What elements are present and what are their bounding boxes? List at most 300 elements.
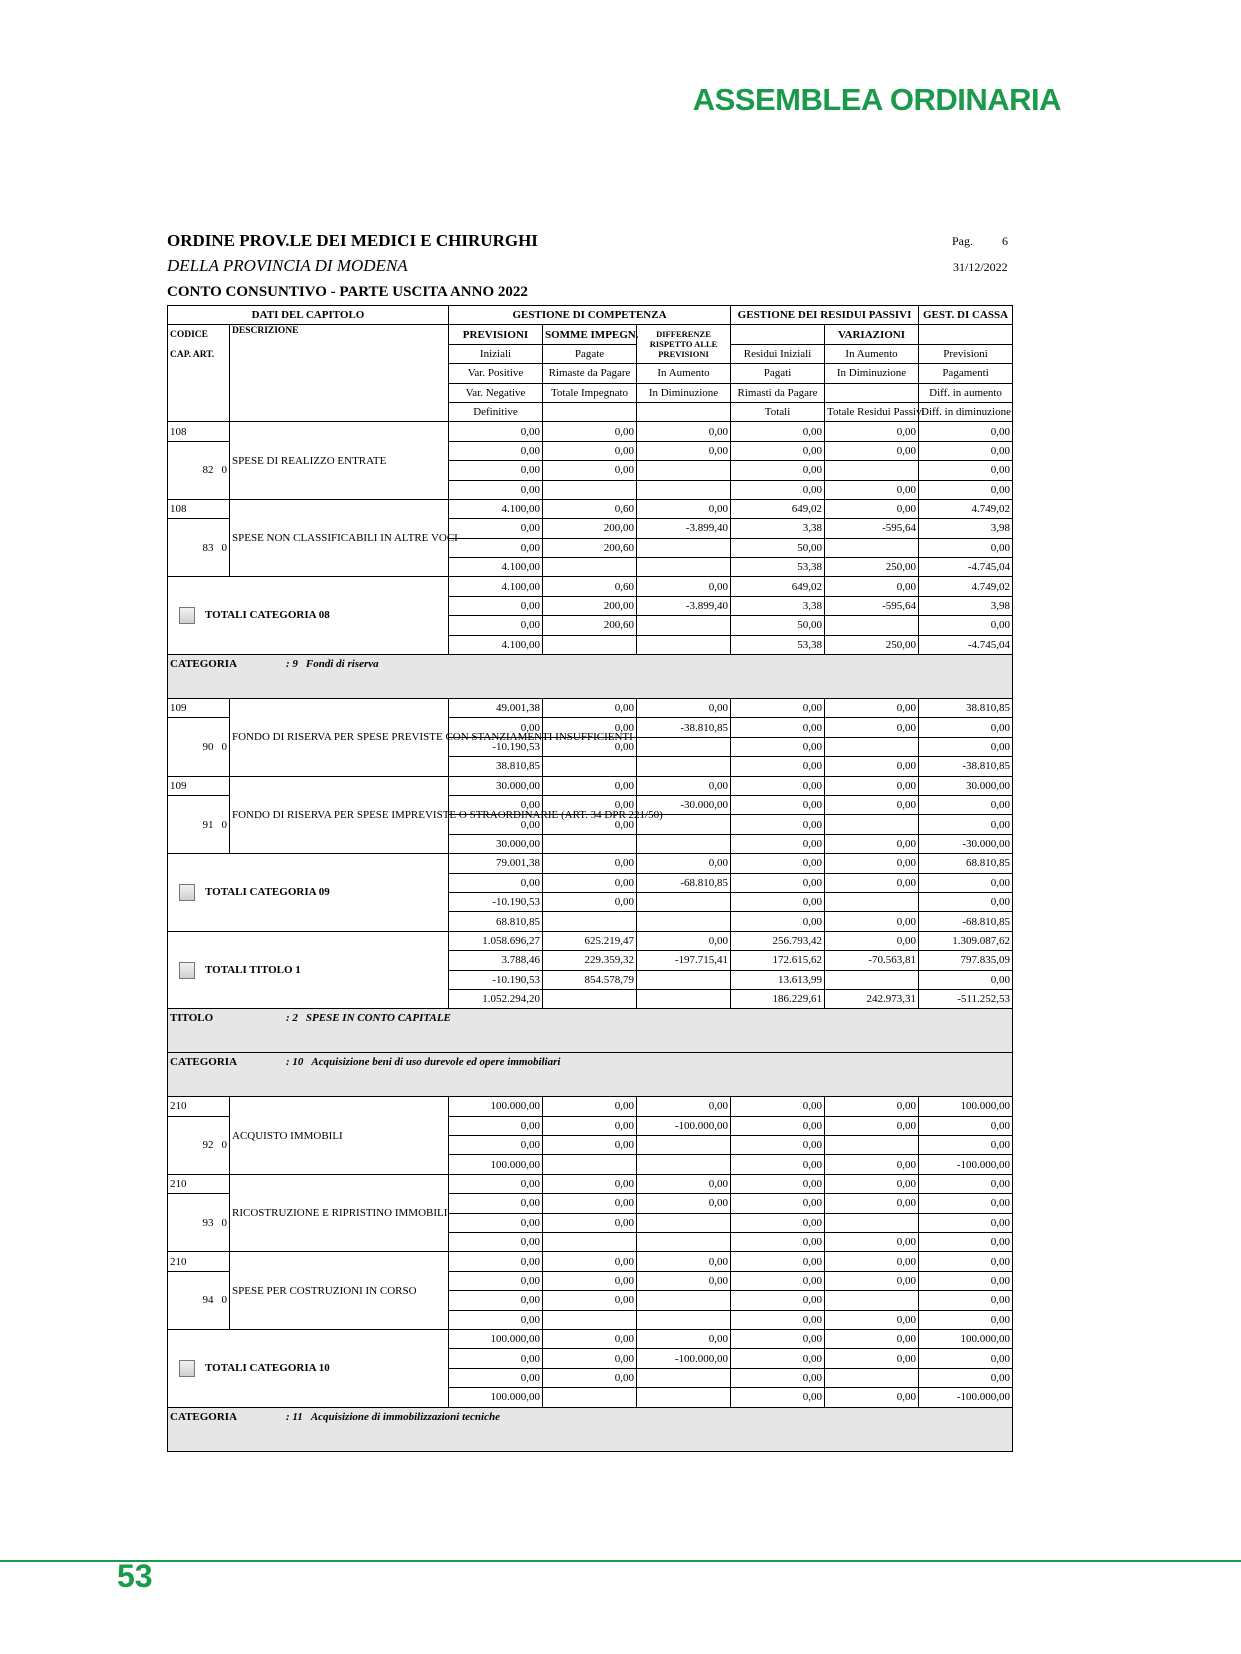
amount-cell: 0,00 — [825, 1388, 919, 1407]
amount-cell: -38.810,85 — [637, 718, 731, 737]
amount-cell: 4.749,02 — [919, 499, 1013, 518]
amount-cell: 0,00 — [825, 795, 919, 814]
amount-cell: 0,00 — [919, 737, 1013, 756]
art-code — [168, 1194, 230, 1252]
amount-cell: 0,00 — [637, 577, 731, 596]
item-description: SPESE PER COSTRUZIONI IN CORSO — [230, 1252, 449, 1330]
art-code — [168, 1271, 230, 1329]
amount-cell: -10.190,53 — [449, 737, 543, 756]
amount-cell: 797.835,09 — [919, 951, 1013, 970]
amount-cell: 3,98 — [919, 596, 1013, 615]
amount-cell: 0,00 — [825, 1329, 919, 1348]
cap-code: 210 — [168, 1097, 230, 1116]
total-label-cell — [168, 931, 449, 1009]
art-number: 91 — [202, 818, 214, 831]
header-subcell — [825, 383, 919, 402]
amount-cell — [825, 892, 919, 911]
header-subcell: Diff. in aumento — [919, 383, 1013, 402]
amount-cell: 0,00 — [825, 834, 919, 853]
amount-cell — [637, 461, 731, 480]
report-date: 31/12/2022 — [953, 260, 1008, 274]
section-label: TITOLO — [170, 1012, 214, 1025]
amount-cell: 854.578,79 — [543, 970, 637, 989]
amount-cell: 100.000,00 — [449, 1388, 543, 1407]
amount-cell — [543, 1233, 637, 1252]
amount-cell: 0,00 — [825, 699, 919, 718]
checkbox-icon — [179, 1360, 195, 1377]
total-row — [168, 931, 1013, 950]
checkbox-icon — [179, 884, 195, 901]
amount-cell: 172.615,62 — [731, 951, 825, 970]
art-number: 90 — [202, 741, 214, 753]
total-label: TOTALI CATEGORIA 08 — [205, 609, 330, 622]
amount-cell: 0,00 — [543, 815, 637, 834]
amount-cell: 0,00 — [919, 1233, 1013, 1252]
amount-cell: 0,00 — [543, 1174, 637, 1193]
amount-cell: 38.810,85 — [449, 757, 543, 776]
amount-cell — [825, 1213, 919, 1232]
amount-cell: 0,00 — [731, 912, 825, 931]
amount-cell: 0,00 — [543, 1213, 637, 1232]
art-number: 94 — [202, 1294, 214, 1307]
amount-cell: 0,00 — [731, 699, 825, 718]
amount-cell: 68.810,85 — [919, 854, 1013, 873]
amount-cell: 100.000,00 — [449, 1155, 543, 1174]
total-label-cell — [168, 854, 449, 932]
amount-cell: -595,64 — [825, 596, 919, 615]
header-subcell: In Aumento — [825, 344, 919, 363]
amount-cell: 250,00 — [825, 558, 919, 577]
header-gestione-competenza: GESTIONE DI COMPETENZA — [449, 306, 731, 325]
amount-cell: 0,00 — [637, 1271, 731, 1290]
header-gest-cassa: GEST. DI CASSA — [919, 306, 1013, 325]
amount-cell — [825, 461, 919, 480]
amount-cell — [543, 1155, 637, 1174]
header-cap-art-label: CAP. ART. — [170, 350, 215, 361]
amount-cell: 0,00 — [919, 1136, 1013, 1155]
amount-cell: 0,00 — [543, 737, 637, 756]
amount-cell: 49.001,38 — [449, 699, 543, 718]
amount-cell: 0,00 — [825, 1252, 919, 1271]
total-row — [168, 1329, 1013, 1348]
amount-cell: 1.058.696,27 — [449, 931, 543, 950]
amount-cell: 0,00 — [919, 892, 1013, 911]
amount-cell — [637, 1388, 731, 1407]
header-subcell: Previsioni — [919, 344, 1013, 363]
item-description: RICOSTRUZIONE E RIPRISTINO IMMOBILI — [230, 1174, 449, 1252]
amount-cell — [825, 970, 919, 989]
amount-cell — [637, 834, 731, 853]
amount-cell: 0,00 — [543, 1271, 637, 1290]
amount-cell — [637, 757, 731, 776]
amount-cell: 0,00 — [731, 1349, 825, 1368]
cap-code: 108 — [168, 499, 230, 518]
amount-cell: 0,00 — [731, 1329, 825, 1348]
amount-cell: 0,00 — [449, 1291, 543, 1310]
amount-cell: 1.052.294,20 — [449, 989, 543, 1008]
amount-cell — [637, 1213, 731, 1232]
amount-cell: 0,00 — [449, 1368, 543, 1387]
amount-cell: -4.745,04 — [919, 635, 1013, 654]
amount-cell — [637, 558, 731, 577]
table-row — [168, 1097, 1013, 1116]
amount-cell: 0,00 — [449, 519, 543, 538]
amount-cell: 0,00 — [449, 795, 543, 814]
amount-cell: 0,00 — [449, 1271, 543, 1290]
table-row — [168, 499, 1013, 518]
header-subcell: Totali — [731, 402, 825, 421]
amount-cell: 0,00 — [543, 441, 637, 460]
header-subcell: In Diminuzione — [637, 383, 731, 402]
amount-cell: 0,00 — [449, 441, 543, 460]
amount-cell: 0,00 — [731, 1116, 825, 1135]
amount-cell: 0,00 — [543, 699, 637, 718]
amount-cell: 0,00 — [449, 480, 543, 499]
amount-cell: 0,00 — [449, 596, 543, 615]
amount-cell: 0,00 — [449, 873, 543, 892]
report-page-number: 6 — [1002, 234, 1008, 248]
amount-cell: 0,00 — [825, 480, 919, 499]
amount-cell: 0,00 — [449, 1194, 543, 1213]
section-label: CATEGORIA — [170, 658, 238, 671]
amount-cell — [637, 616, 731, 635]
amount-cell: 0,00 — [919, 1252, 1013, 1271]
amount-cell: 0,00 — [637, 422, 731, 441]
section-text: Acquisizione di immobilizzazioni tecniche — [310, 1410, 500, 1423]
amount-cell — [637, 1310, 731, 1329]
header-subcell: Pagate — [543, 344, 637, 363]
header-subcell: Definitive — [449, 402, 543, 421]
amount-cell: 0,00 — [825, 718, 919, 737]
section-number: : 2 — [286, 1012, 298, 1025]
cap-code: 210 — [168, 1252, 230, 1271]
amount-cell: -30.000,00 — [919, 834, 1013, 853]
table-row — [168, 1174, 1013, 1193]
header-subcell — [637, 402, 731, 421]
amount-cell: 0,00 — [637, 499, 731, 518]
amount-cell: 250,00 — [825, 635, 919, 654]
section-label: CATEGORIA — [170, 1056, 238, 1069]
amount-cell: 0,00 — [731, 718, 825, 737]
amount-cell — [825, 737, 919, 756]
art-sub: 0 — [221, 818, 227, 831]
amount-cell: 0,60 — [543, 499, 637, 518]
amount-cell: 200,60 — [543, 538, 637, 557]
amount-cell — [637, 1368, 731, 1387]
section-label: CATEGORIA — [170, 1410, 238, 1423]
amount-cell: 0,00 — [825, 912, 919, 931]
amount-cell — [637, 480, 731, 499]
header-somme-impegn: SOMME IMPEGN. — [543, 325, 637, 344]
amount-cell: 0,00 — [731, 873, 825, 892]
amount-cell — [825, 538, 919, 557]
amount-cell: 0,00 — [731, 441, 825, 460]
amount-cell: 0,00 — [919, 795, 1013, 814]
amount-cell: 0,00 — [449, 1233, 543, 1252]
cap-code: 109 — [168, 699, 230, 718]
amount-cell: 0,00 — [731, 1097, 825, 1116]
amount-cell: 0,00 — [919, 1116, 1013, 1135]
amount-cell: -3.899,40 — [637, 519, 731, 538]
section-cell — [168, 1009, 1013, 1053]
amount-cell: 0,00 — [543, 1329, 637, 1348]
amount-cell: 0,00 — [637, 776, 731, 795]
amount-cell: 50,00 — [731, 616, 825, 635]
amount-cell: 0,00 — [919, 1291, 1013, 1310]
amount-cell — [637, 989, 731, 1008]
budget-table — [167, 305, 1013, 1452]
section-row — [168, 1053, 1013, 1097]
art-sub: 0 — [221, 1294, 227, 1307]
header-subcell: Pagati — [731, 364, 825, 383]
organization-name: ORDINE PROV.LE DEI MEDICI E CHIRURGHI — [167, 231, 538, 250]
amount-cell: -3.899,40 — [637, 596, 731, 615]
amount-cell — [637, 970, 731, 989]
amount-cell: 0,00 — [543, 795, 637, 814]
amount-cell: 0,00 — [825, 1233, 919, 1252]
amount-cell: 0,00 — [543, 1097, 637, 1116]
section-text: SPESE IN CONTO CAPITALE — [305, 1012, 451, 1025]
item-description: SPESE NON CLASSIFICABILI IN ALTRE VOCI — [230, 499, 449, 577]
amount-cell — [543, 989, 637, 1008]
amount-cell: 0,00 — [731, 1291, 825, 1310]
art-sub: 0 — [221, 464, 227, 477]
amount-cell: 0,00 — [543, 854, 637, 873]
amount-cell: 0,00 — [637, 854, 731, 873]
header-empty — [919, 325, 1013, 344]
amount-cell: -10.190,53 — [449, 892, 543, 911]
header-variazioni: VARIAZIONI — [825, 325, 919, 344]
section-title: ASSEMBLEA ORDINARIA — [692, 82, 1061, 117]
section-cell — [168, 655, 1013, 699]
amount-cell: 30.000,00 — [449, 776, 543, 795]
amount-cell — [637, 912, 731, 931]
amount-cell: 0,00 — [731, 795, 825, 814]
amount-cell: 0,00 — [919, 1310, 1013, 1329]
header-descrizione: DESCRIZIONE — [230, 325, 449, 422]
amount-cell: 0,00 — [825, 1174, 919, 1193]
amount-cell: 0,00 — [731, 1368, 825, 1387]
header-gestione-residui: GESTIONE DEI RESIDUI PASSIVI — [731, 306, 919, 325]
amount-cell: 0,00 — [731, 461, 825, 480]
art-code — [168, 519, 230, 577]
province-name: DELLA PROVINCIA DI MODENA — [167, 256, 408, 275]
amount-cell: 0,00 — [449, 538, 543, 557]
amount-cell: 4.100,00 — [449, 577, 543, 596]
art-code — [168, 795, 230, 853]
amount-cell: 0,00 — [919, 970, 1013, 989]
checkbox-icon — [179, 962, 195, 979]
amount-cell: -38.810,85 — [919, 757, 1013, 776]
amount-cell: 229.359,32 — [543, 951, 637, 970]
amount-cell: 0,00 — [543, 1291, 637, 1310]
item-description: SPESE DI REALIZZO ENTRATE — [230, 422, 449, 500]
amount-cell: 0,00 — [825, 1194, 919, 1213]
header-subcell: Pagamenti — [919, 364, 1013, 383]
cap-code: 109 — [168, 776, 230, 795]
amount-cell — [637, 1136, 731, 1155]
amount-cell: 0,00 — [449, 1349, 543, 1368]
amount-cell: 0,00 — [731, 480, 825, 499]
amount-cell: 0,00 — [731, 776, 825, 795]
amount-cell: 0,00 — [731, 1233, 825, 1252]
amount-cell: 0,00 — [731, 1252, 825, 1271]
amount-cell: 79.001,38 — [449, 854, 543, 873]
amount-cell: 0,00 — [919, 422, 1013, 441]
amount-cell — [825, 616, 919, 635]
amount-cell — [543, 912, 637, 931]
header-subcell: Rimasti da Pagare — [731, 383, 825, 402]
amount-cell — [543, 834, 637, 853]
art-number: 92 — [202, 1139, 214, 1152]
section-row — [168, 1407, 1013, 1451]
amount-cell — [543, 1310, 637, 1329]
total-label-cell — [168, 1329, 449, 1407]
amount-cell: 0,00 — [449, 616, 543, 635]
amount-cell: 0,00 — [543, 1368, 637, 1387]
header-subcell — [543, 402, 637, 421]
amount-cell: 0,00 — [543, 1136, 637, 1155]
amount-cell — [543, 1388, 637, 1407]
amount-cell — [825, 1136, 919, 1155]
report-title: CONTO CONSUNTIVO - PARTE USCITA ANNO 2022 — [167, 284, 528, 300]
amount-cell: -511.252,53 — [919, 989, 1013, 1008]
amount-cell: 0,00 — [919, 815, 1013, 834]
amount-cell: 53,38 — [731, 635, 825, 654]
amount-cell — [637, 635, 731, 654]
total-row — [168, 854, 1013, 873]
amount-cell: 0,00 — [919, 480, 1013, 499]
amount-cell: 0,00 — [637, 1252, 731, 1271]
amount-cell: 0,00 — [825, 1116, 919, 1135]
header-subcell: Diff. in diminuzione — [919, 402, 1013, 421]
section-row — [168, 1009, 1013, 1053]
amount-cell: 0,00 — [825, 873, 919, 892]
item-description: FONDO DI RISERVA PER SPESE PREVISTE CON STANZIAMENTI INSUFFICIENTI — [230, 699, 449, 777]
item-description: FONDO DI RISERVA PER SPESE IMPREVISTE O STRAORDINARIE (ART. 34 DPR 221/50) — [230, 776, 449, 854]
amount-cell: 0,00 — [449, 815, 543, 834]
amount-cell: 0,00 — [449, 1116, 543, 1135]
amount-cell: 30.000,00 — [919, 776, 1013, 795]
amount-cell: 0,00 — [919, 538, 1013, 557]
amount-cell: 0,00 — [637, 1194, 731, 1213]
amount-cell: 0,00 — [825, 1271, 919, 1290]
amount-cell: 0,00 — [825, 1310, 919, 1329]
section-number: : 9 — [286, 658, 298, 671]
amount-cell: 0,00 — [731, 834, 825, 853]
amount-cell: -100.000,00 — [637, 1349, 731, 1368]
header-subcell: In Diminuzione — [825, 364, 919, 383]
amount-cell: 3,38 — [731, 596, 825, 615]
header-differenze: DIFFERENZE RISPETTO ALLE PREVISIONI — [637, 325, 731, 364]
amount-cell: 0,00 — [731, 1155, 825, 1174]
amount-cell: 0,00 — [731, 1388, 825, 1407]
amount-cell: 0,00 — [919, 441, 1013, 460]
amount-cell — [637, 1233, 731, 1252]
amount-cell: 0,00 — [449, 461, 543, 480]
amount-cell: 1.309.087,62 — [919, 931, 1013, 950]
amount-cell — [825, 1368, 919, 1387]
amount-cell: 53,38 — [731, 558, 825, 577]
amount-cell — [543, 757, 637, 776]
amount-cell: 0,00 — [637, 441, 731, 460]
amount-cell: 0,00 — [637, 1329, 731, 1348]
amount-cell: -70.563,81 — [825, 951, 919, 970]
footer-divider — [0, 1560, 1241, 1562]
amount-cell: -197.715,41 — [637, 951, 731, 970]
header-codice — [168, 325, 230, 422]
amount-cell: 0,00 — [543, 718, 637, 737]
cap-code: 210 — [168, 1174, 230, 1193]
header-subcell: Iniziali — [449, 344, 543, 363]
section-text: Acquisizione beni di uso durevole ed opere immobiliari — [311, 1056, 561, 1069]
amount-cell: -68.810,85 — [919, 912, 1013, 931]
amount-cell: 0,00 — [449, 1136, 543, 1155]
amount-cell: 0,00 — [731, 1213, 825, 1232]
header-subcell: Var. Negative — [449, 383, 543, 402]
art-number: 93 — [202, 1216, 214, 1229]
amount-cell: 0,00 — [919, 1368, 1013, 1387]
amount-cell: -10.190,53 — [449, 970, 543, 989]
total-label: TOTALI TITOLO 1 — [205, 963, 301, 976]
header-subcell: Totale Residui Passivi — [825, 402, 919, 421]
table-row — [168, 422, 1013, 441]
amount-cell: 68.810,85 — [449, 912, 543, 931]
amount-cell: 0,00 — [825, 1349, 919, 1368]
section-row — [168, 655, 1013, 699]
amount-cell: 200,00 — [543, 519, 637, 538]
amount-cell — [543, 480, 637, 499]
amount-cell: 0,00 — [825, 577, 919, 596]
amount-cell: 4.100,00 — [449, 635, 543, 654]
amount-cell: 0,00 — [919, 718, 1013, 737]
amount-cell: 0,00 — [449, 422, 543, 441]
art-number: 83 — [202, 541, 214, 554]
amount-cell: 0,00 — [825, 757, 919, 776]
header-previsioni: PREVISIONI — [449, 325, 543, 344]
section-text: Fondi di riserva — [305, 658, 379, 671]
section-number: : 10 — [286, 1056, 304, 1069]
table-row — [168, 1252, 1013, 1271]
amount-cell: 0,00 — [449, 1310, 543, 1329]
amount-cell: 0,00 — [731, 815, 825, 834]
amount-cell: 0,00 — [825, 441, 919, 460]
amount-cell: 200,60 — [543, 616, 637, 635]
amount-cell: -100.000,00 — [919, 1155, 1013, 1174]
amount-cell: 0,00 — [543, 1349, 637, 1368]
amount-cell: 625.219,47 — [543, 931, 637, 950]
amount-cell: 649,02 — [731, 577, 825, 596]
amount-cell: 0,00 — [449, 1252, 543, 1271]
art-sub: 0 — [221, 541, 227, 554]
amount-cell: -100.000,00 — [919, 1388, 1013, 1407]
amount-cell — [543, 558, 637, 577]
amount-cell: 0,00 — [919, 1174, 1013, 1193]
art-sub: 0 — [221, 1216, 227, 1229]
amount-cell — [825, 815, 919, 834]
amount-cell: 0,00 — [919, 873, 1013, 892]
section-cell — [168, 1407, 1013, 1451]
item-description: ACQUISTO IMMOBILI — [230, 1097, 449, 1175]
amount-cell: 200,00 — [543, 596, 637, 615]
amount-cell — [825, 1291, 919, 1310]
amount-cell: 0,00 — [543, 461, 637, 480]
amount-cell: 100.000,00 — [449, 1097, 543, 1116]
amount-cell: 3.788,46 — [449, 951, 543, 970]
amount-cell: 0,00 — [543, 1252, 637, 1271]
art-sub: 0 — [221, 741, 227, 753]
section-number: : 11 — [286, 1410, 303, 1423]
